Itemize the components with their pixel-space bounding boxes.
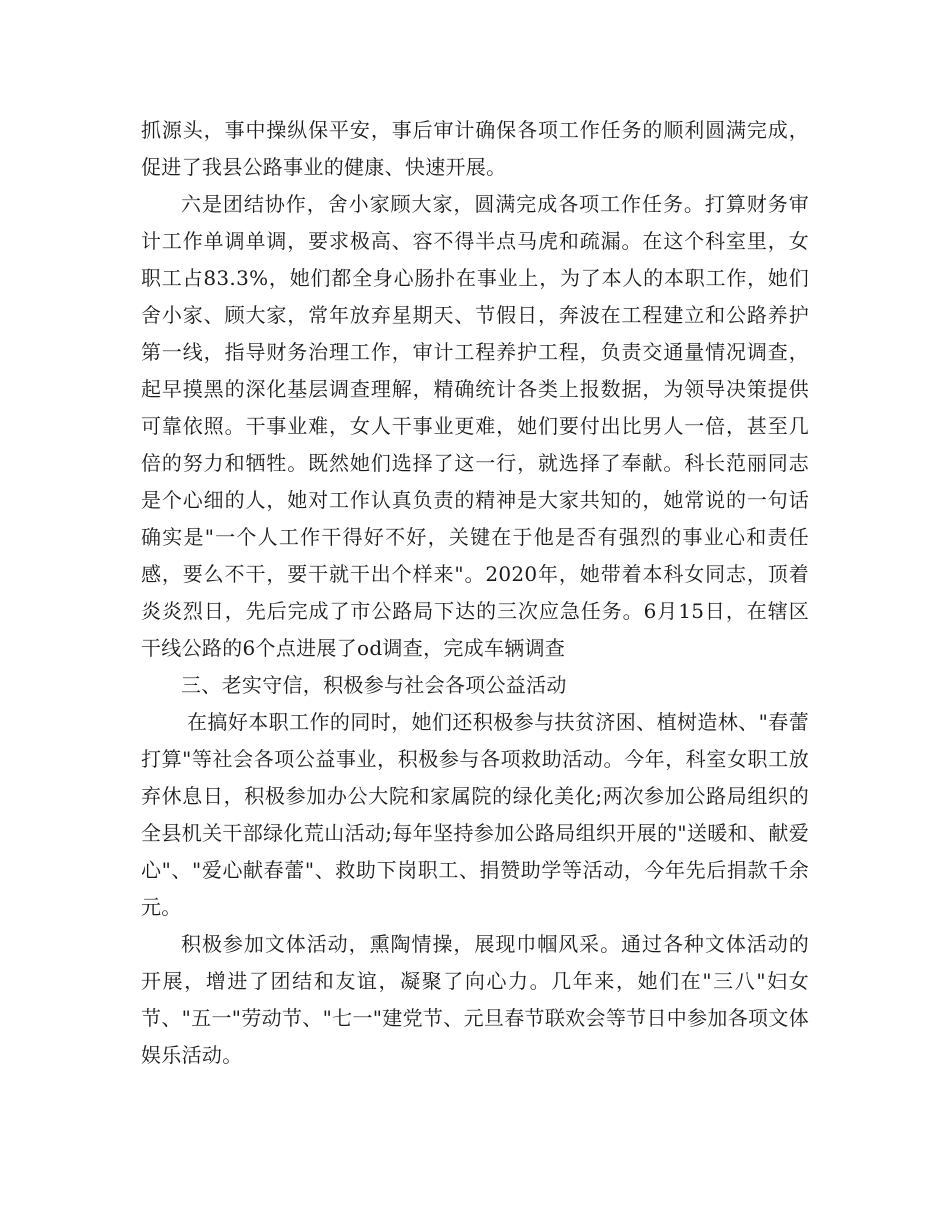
paragraph-public-welfare: 在搞好本职工作的同时，她们还积极参与扶贫济困、植树造林、"春蕾打算"等社会各项公益事业，积极参与各项救助活动。今年，科室女职工放弃休息日，积极参加办公大院和家属院的绿化美化;两次参加公路局组织的全县机关干部绿化荒山活动;每年坚持参加公路局组织开展的"送暖和、献爱心"、"爱心献春蕾"、救助下岗职工、捐赞助学等活动，今年先后捐款千余元。: [141, 710, 809, 919]
paragraph-continued: 抓源头，事中操纵保平安，事后审计确保各项工作任务的顺利圆满完成，促进了我县公路事业的健康、快速开展。: [141, 118, 809, 179]
paragraph-cultural-activities: 积极参加文体活动，熏陶情操，展现巾帼风采。通过各种文体活动的开展，增进了团结和友谊，凝聚了向心力。几年来，她们在"三八"妇女节、"五一"劳动节、"七一"建党节、元旦春节联欢会等节日中参加各项文体娱乐活动。: [141, 932, 809, 1067]
paragraph-teamwork: 六是团结协作，舍小家顾大家，圆满完成各项工作任务。打算财务审计工作单调单调，要求极高、容不得半点马虎和疏漏。在这个科室里，女职工占83.3%，她们都全身心肠扑在事业上，为了本人的本职工作，她们舍小家、顾大家，常年放弃星期天、节假日，奔波在工程建立和公路养护第一线，指导财务治理工作，审计工程养护工程，负责交通量情况调查，起早摸黑的深化基层调查理解，精确统计各类上报数据，为领导决策提供可靠依照。干事业难，女人干事业更难，她们要付出比男人一倍，甚至几倍的努力和牺牲。既然她们选择了这一行，就选择了奉献。科长范丽同志是个心细的人，她对工作认真负责的精神是大家共知的，她常说的一句话确实是"一个人工作干得好不好，关键在于他是否有强烈的事业心和责任感，要么不干，要干就干出个样来"。2020年，她带着本科女同志，顶着炎炎烈日，先后完成了市公路局下达的三次应急任务。6月15日，在辖区干线公路的6个点进展了od调查，完成车辆调查: [141, 192, 809, 660]
section-heading: 三、老实守信，积极参与社会各项公益活动: [181, 673, 567, 697]
document-body: [141, 112, 809, 1074]
